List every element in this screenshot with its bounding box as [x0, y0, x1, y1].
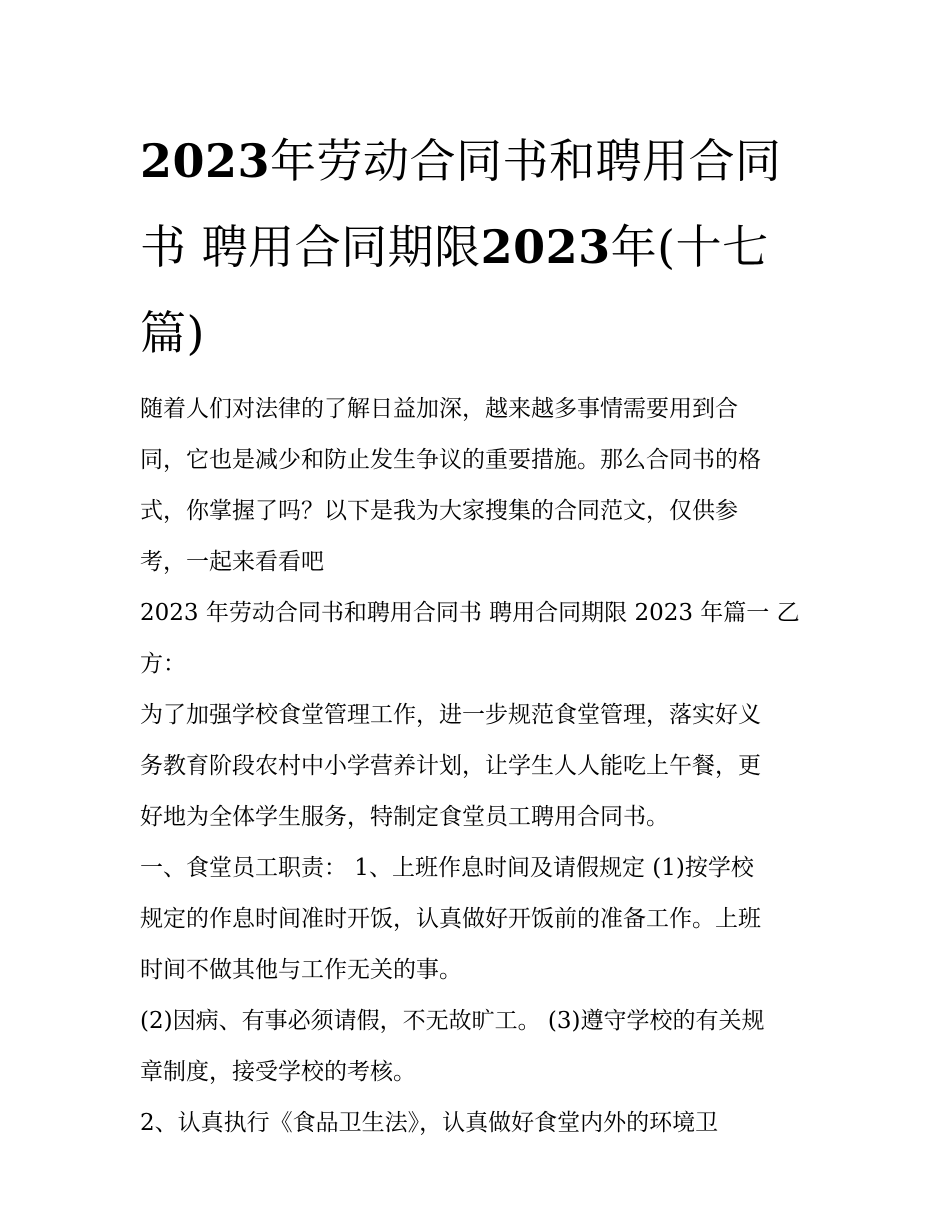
text-line: 方： [140, 651, 186, 677]
paragraph-leave [140, 996, 812, 1098]
title-line: 书 聘用合同期限2023年(十七 [140, 220, 769, 274]
text-line: 为了加强学校食堂管理工作，进一步规范食堂管理，落实好义 [140, 702, 761, 728]
paragraph-purpose [140, 690, 812, 843]
paragraph-hygiene [140, 1098, 812, 1149]
text-line: 2、认真执行《食品卫生法》，认真做好食堂内外的环境卫 [140, 1110, 719, 1136]
text-line: 时间不做其他与工作无关的事。 [140, 957, 462, 983]
document-title [140, 118, 812, 376]
title-line: 2023年劳动合同书和聘用合同 [140, 134, 782, 188]
paragraph-heading [140, 588, 812, 690]
text-line: 规定的作息时间准时开饭，认真做好开饭前的准备工作。上班 [140, 906, 761, 932]
text-line: 2023 年劳动合同书和聘用合同书 聘用合同期限 2023 年篇一 乙 [140, 600, 800, 626]
text-line: (2)因病、有事必须请假，不无故旷工。 (3)遵守学校的有关规 [140, 1008, 765, 1034]
text-line: 好地为全体学生服务，特制定食堂员工聘用合同书。 [140, 804, 669, 830]
text-line: 章制度，接受学校的考核。 [140, 1059, 416, 1085]
document-page [140, 118, 812, 1149]
title-line: 篇) [140, 306, 205, 360]
text-line: 一、食堂员工职责： 1、上班作息时间及请假规定 (1)按学校 [140, 855, 754, 881]
text-line: 随着人们对法律的了解日益加深，越来越多事情需要用到合 [140, 396, 738, 422]
text-line: 同，它也是减少和防止发生争议的重要措施。那么合同书的格 [140, 447, 761, 473]
paragraph-intro [140, 384, 812, 588]
text-line: 考，一起来看看吧 [140, 549, 324, 575]
text-line: 务教育阶段农村中小学营养计划，让学生人人能吃上午餐，更 [140, 753, 761, 779]
text-line: 式，你掌握了吗？以下是我为大家搜集的合同范文，仅供参 [140, 498, 738, 524]
paragraph-duties [140, 843, 812, 996]
